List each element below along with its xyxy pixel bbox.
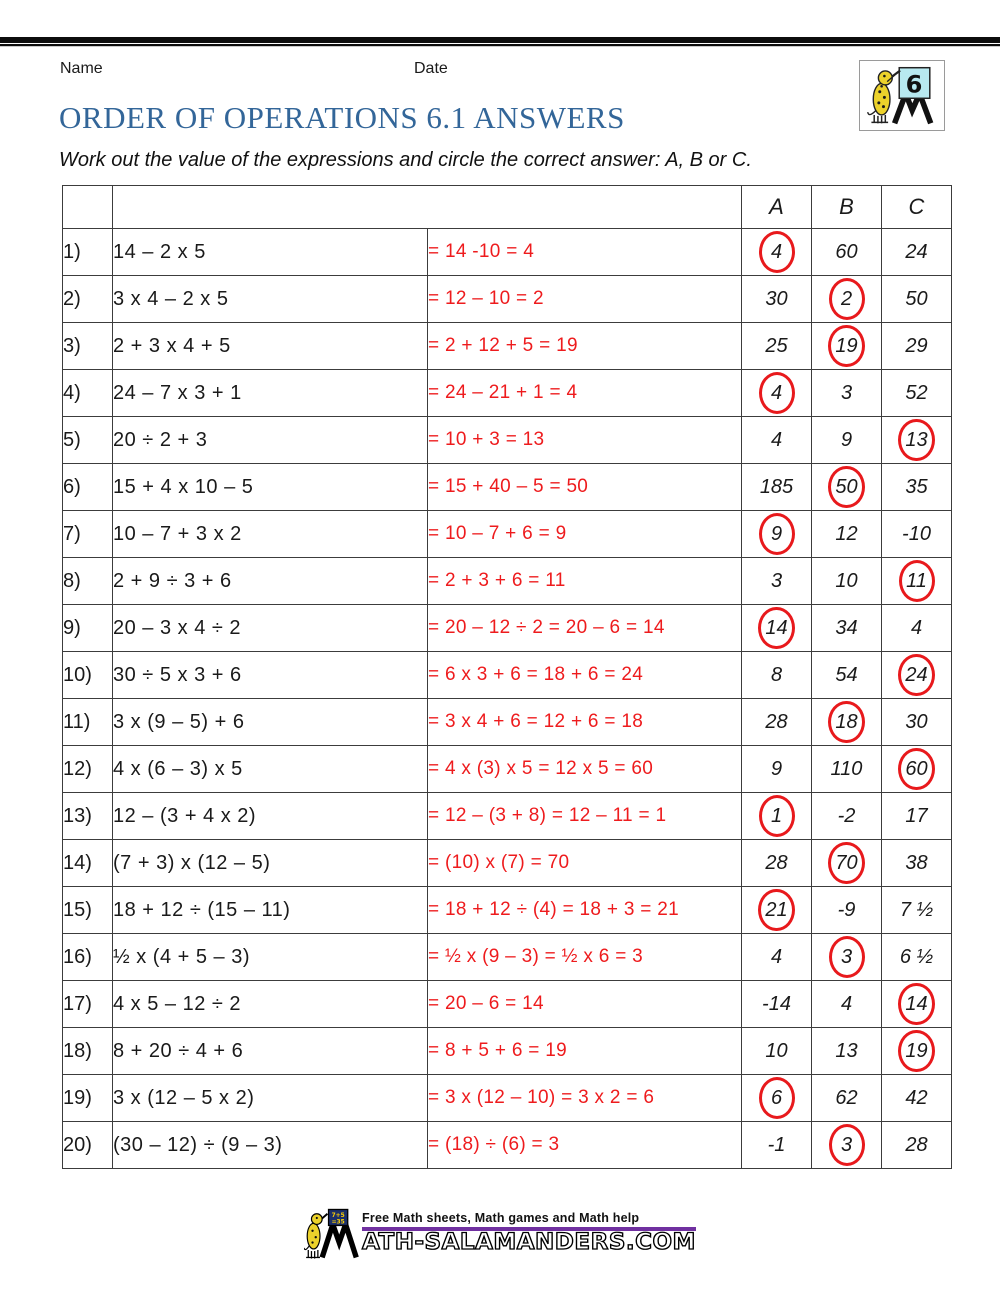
- footer-board-line2: =35: [331, 1219, 345, 1226]
- problem-solution: = 10 – 7 + 6 = 9: [428, 511, 742, 558]
- answer-a: [742, 699, 812, 746]
- table-row: [63, 746, 952, 793]
- answer-b-value: 60: [835, 240, 858, 263]
- answer-b: [812, 464, 882, 511]
- answer-a: [742, 652, 812, 699]
- answer-c: [882, 1122, 952, 1169]
- table-row: [63, 370, 952, 417]
- answer-a-value: 9: [770, 757, 783, 780]
- answer-a: [742, 840, 812, 887]
- answer-b-value: -2: [837, 804, 856, 827]
- answer-a-value: 28: [765, 710, 788, 733]
- problem-solution: = 3 x (12 – 10) = 3 x 2 = 6: [428, 1075, 742, 1122]
- answer-c-value: 13: [898, 419, 934, 461]
- answer-b-value: 19: [828, 325, 864, 367]
- table-row: [63, 605, 952, 652]
- answer-c: [882, 605, 952, 652]
- answer-b: [812, 793, 882, 840]
- salamander-icon: [868, 71, 895, 115]
- table-row: [63, 464, 952, 511]
- problem-solution: = 18 + 12 ÷ (4) = 18 + 3 = 21: [428, 887, 742, 934]
- table-header: [63, 186, 952, 229]
- salamander-grade-logo-art: [863, 64, 941, 127]
- footer-board-line1: 7+5: [331, 1212, 345, 1219]
- problem-number: 10): [63, 652, 113, 699]
- problem-expression: 15 + 4 x 10 – 5: [113, 464, 428, 511]
- answer-c-value: 6 ½: [899, 945, 934, 968]
- answer-a-value: 30: [765, 287, 788, 310]
- answer-c: [882, 699, 952, 746]
- problem-solution: = (10) x (7) = 70: [428, 840, 742, 887]
- answer-c-value: 52: [905, 381, 928, 404]
- table-row: [63, 323, 952, 370]
- problem-number: 15): [63, 887, 113, 934]
- answer-b: [812, 323, 882, 370]
- problem-solution: = 12 – (3 + 8) = 12 – 11 = 1: [428, 793, 742, 840]
- footer-brand: [0, 1205, 1000, 1261]
- answer-b: [812, 981, 882, 1028]
- answer-a-value: -14: [762, 992, 791, 1015]
- problem-solution: = 12 – 10 = 2: [428, 276, 742, 323]
- problem-expression: ½ x (4 + 5 – 3): [113, 934, 428, 981]
- answer-c-value: -10: [902, 522, 931, 545]
- answer-c-value: 4: [910, 616, 923, 639]
- answer-c: [882, 511, 952, 558]
- problem-solution: = 2 + 3 + 6 = 11: [428, 558, 742, 605]
- answer-b-value: 54: [835, 663, 858, 686]
- answer-b: [812, 652, 882, 699]
- answer-a: [742, 1122, 812, 1169]
- problem-number: 18): [63, 1028, 113, 1075]
- answer-c-value: 14: [898, 983, 934, 1025]
- answer-b-value: 62: [835, 1086, 858, 1109]
- problem-solution: = 20 – 6 = 14: [428, 981, 742, 1028]
- answer-a: [742, 746, 812, 793]
- answer-c: [882, 746, 952, 793]
- problems-table: [62, 185, 952, 1169]
- table-row: [63, 793, 952, 840]
- problem-number: 13): [63, 793, 113, 840]
- table-row: [63, 1075, 952, 1122]
- answer-a: [742, 981, 812, 1028]
- instruction-text: Work out the value of the expressions and circle the correct answer: A, B or C.: [59, 149, 752, 171]
- answer-c: [882, 558, 952, 605]
- answer-b: [812, 605, 882, 652]
- problem-number: 1): [63, 229, 113, 276]
- answer-a-value: 4: [759, 231, 795, 273]
- answer-b-value: 110: [830, 757, 863, 780]
- answer-b: [812, 370, 882, 417]
- problem-number: 4): [63, 370, 113, 417]
- problem-solution: = 14 -10 = 4: [428, 229, 742, 276]
- problem-expression: 18 + 12 ÷ (15 – 11): [113, 887, 428, 934]
- answer-a: [742, 1075, 812, 1122]
- problem-expression: 2 + 9 ÷ 3 + 6: [113, 558, 428, 605]
- problem-number: 8): [63, 558, 113, 605]
- table-row: [63, 558, 952, 605]
- problem-solution: = 20 – 12 ÷ 2 = 20 – 6 = 14: [428, 605, 742, 652]
- footer-text-block: [362, 1205, 696, 1256]
- answer-b-value: 50: [828, 466, 864, 508]
- answer-a: [742, 417, 812, 464]
- footer-wordmark: ATH-SALAMANDERS.COM: [362, 1230, 696, 1255]
- answer-a-value: 21: [758, 889, 794, 931]
- table-row: [63, 511, 952, 558]
- grade-number: 6: [905, 70, 923, 99]
- footer-salamander-logo: [304, 1207, 368, 1261]
- answer-c-value: 28: [905, 1133, 928, 1156]
- answer-b: [812, 934, 882, 981]
- answer-c-value: 38: [905, 851, 928, 874]
- table-row: [63, 840, 952, 887]
- problem-number: 3): [63, 323, 113, 370]
- answer-c: [882, 887, 952, 934]
- table-row: [63, 276, 952, 323]
- answer-c: [882, 276, 952, 323]
- problem-number: 19): [63, 1075, 113, 1122]
- problem-solution: = 8 + 5 + 6 = 19: [428, 1028, 742, 1075]
- answer-a-value: 14: [758, 607, 794, 649]
- answer-a: [742, 605, 812, 652]
- answer-a-value: 4: [770, 945, 783, 968]
- problem-number: 9): [63, 605, 113, 652]
- answer-c: [882, 793, 952, 840]
- problem-expression: 12 – (3 + 4 x 2): [113, 793, 428, 840]
- answer-c: [882, 464, 952, 511]
- answer-a: [742, 370, 812, 417]
- problem-number: 5): [63, 417, 113, 464]
- answer-b: [812, 511, 882, 558]
- answer-b-value: 10: [835, 569, 858, 592]
- problem-number: 14): [63, 840, 113, 887]
- footer-salamander-feet: [306, 1250, 320, 1259]
- problem-number: 17): [63, 981, 113, 1028]
- table-row: [63, 699, 952, 746]
- problem-solution: = 2 + 12 + 5 = 19: [428, 323, 742, 370]
- answer-a-value: 9: [759, 513, 795, 555]
- answer-a-value: 4: [770, 428, 783, 451]
- problem-solution: = 4 x (3) x 5 = 12 x 5 = 60: [428, 746, 742, 793]
- table-row: [63, 417, 952, 464]
- problem-expression: 20 ÷ 2 + 3: [113, 417, 428, 464]
- problem-expression: 8 + 20 ÷ 4 + 6: [113, 1028, 428, 1075]
- answer-b-value: 12: [835, 522, 858, 545]
- problem-expression: 4 x 5 – 12 ÷ 2: [113, 981, 428, 1028]
- answer-a-value: 185: [759, 475, 794, 498]
- answer-c: [882, 934, 952, 981]
- problem-solution: = (18) ÷ (6) = 3: [428, 1122, 742, 1169]
- problem-number: 7): [63, 511, 113, 558]
- answer-c-value: 42: [905, 1086, 928, 1109]
- column-header-b: B: [812, 186, 882, 229]
- name-label: Name: [60, 60, 103, 77]
- answer-a: [742, 934, 812, 981]
- answer-a-value: 4: [759, 372, 795, 414]
- header-row: [63, 186, 952, 229]
- answer-a: [742, 558, 812, 605]
- problem-number: 20): [63, 1122, 113, 1169]
- answer-b-value: -9: [837, 898, 856, 921]
- table-row: [63, 652, 952, 699]
- answer-b: [812, 276, 882, 323]
- answer-c-value: 24: [905, 240, 928, 263]
- answer-a: [742, 323, 812, 370]
- problem-expression: (30 – 12) ÷ (9 – 3): [113, 1122, 428, 1169]
- problem-solution: = ½ x (9 – 3) = ½ x 6 = 3: [428, 934, 742, 981]
- answer-a: [742, 229, 812, 276]
- answer-b-value: 34: [835, 616, 858, 639]
- problem-expression: 20 – 3 x 4 ÷ 2: [113, 605, 428, 652]
- answer-b: [812, 840, 882, 887]
- problem-solution: = 15 + 40 – 5 = 50: [428, 464, 742, 511]
- problem-expression: 24 – 7 x 3 + 1: [113, 370, 428, 417]
- answer-b: [812, 746, 882, 793]
- answer-c-value: 7 ½: [899, 898, 934, 921]
- answer-c: [882, 981, 952, 1028]
- problem-expression: (7 + 3) x (12 – 5): [113, 840, 428, 887]
- problem-number: 2): [63, 276, 113, 323]
- answer-a: [742, 511, 812, 558]
- problem-number: 12): [63, 746, 113, 793]
- problem-number: 6): [63, 464, 113, 511]
- answer-b: [812, 887, 882, 934]
- problem-expression: 30 ÷ 5 x 3 + 6: [113, 652, 428, 699]
- problem-expression: 2 + 3 x 4 + 5: [113, 323, 428, 370]
- footer-easel-m-shape: [322, 1224, 356, 1257]
- table-row: [63, 887, 952, 934]
- answer-a-value: 8: [770, 663, 783, 686]
- answer-b-value: 4: [840, 992, 853, 1015]
- problem-expression: 3 x 4 – 2 x 5: [113, 276, 428, 323]
- answer-b: [812, 699, 882, 746]
- header-number-cell: [63, 186, 113, 229]
- answer-a: [742, 464, 812, 511]
- table-row: [63, 229, 952, 276]
- problem-number: 16): [63, 934, 113, 981]
- date-label: Date: [414, 60, 448, 77]
- answer-b-value: 3: [840, 381, 853, 404]
- problem-expression: 3 x (9 – 5) + 6: [113, 699, 428, 746]
- problems-body: [63, 229, 952, 1169]
- answer-c-value: 24: [898, 654, 934, 696]
- answer-b: [812, 1075, 882, 1122]
- answer-c: [882, 417, 952, 464]
- table-row: [63, 1028, 952, 1075]
- answer-b: [812, 558, 882, 605]
- answer-b-value: 70: [828, 842, 864, 884]
- answer-b-value: 2: [829, 278, 865, 320]
- answer-c: [882, 1028, 952, 1075]
- answer-b-value: 13: [835, 1039, 858, 1062]
- answer-b-value: 9: [840, 428, 853, 451]
- table-row: [63, 981, 952, 1028]
- answer-b-value: 3: [829, 1124, 865, 1166]
- answer-c-value: 17: [905, 804, 928, 827]
- answer-a: [742, 276, 812, 323]
- answer-b: [812, 1122, 882, 1169]
- answer-a-value: 1: [759, 795, 795, 837]
- salamander-grade-logo: [859, 60, 945, 131]
- answer-c: [882, 652, 952, 699]
- answer-a-value: -1: [767, 1133, 786, 1156]
- page-title: ORDER OF OPERATIONS 6.1 ANSWERS: [59, 100, 625, 135]
- problem-solution: = 6 x 3 + 6 = 18 + 6 = 24: [428, 652, 742, 699]
- answer-c-value: 29: [905, 334, 928, 357]
- answer-c-value: 19: [898, 1030, 934, 1072]
- problem-expression: 14 – 2 x 5: [113, 229, 428, 276]
- problem-expression: 3 x (12 – 5 x 2): [113, 1075, 428, 1122]
- answer-c: [882, 229, 952, 276]
- answer-c-value: 35: [905, 475, 928, 498]
- problem-solution: = 3 x 4 + 6 = 12 + 6 = 18: [428, 699, 742, 746]
- answer-b-value: 3: [829, 936, 865, 978]
- answer-c: [882, 1075, 952, 1122]
- answer-a-value: 28: [765, 851, 788, 874]
- answer-c: [882, 840, 952, 887]
- answer-a-value: 25: [765, 334, 788, 357]
- header-expression-cell: [113, 186, 742, 229]
- answer-a: [742, 793, 812, 840]
- answer-b: [812, 229, 882, 276]
- table-row: [63, 934, 952, 981]
- footer-tagline: Free Math sheets, Math games and Math help: [362, 1211, 640, 1225]
- answer-b: [812, 1028, 882, 1075]
- answer-a-value: 3: [770, 569, 783, 592]
- column-header-a: A: [742, 186, 812, 229]
- top-rule-bar: [0, 37, 1000, 47]
- answer-c-value: 30: [905, 710, 928, 733]
- column-header-c: C: [882, 186, 952, 229]
- answer-b-value: 18: [828, 701, 864, 743]
- answer-c: [882, 323, 952, 370]
- answer-a-value: 6: [759, 1077, 795, 1119]
- table-row: [63, 1122, 952, 1169]
- problem-number: 11): [63, 699, 113, 746]
- answer-c-value: 50: [905, 287, 928, 310]
- answer-c-value: 11: [899, 560, 935, 602]
- answer-c: [882, 370, 952, 417]
- answer-c-value: 60: [898, 748, 934, 790]
- answer-b: [812, 417, 882, 464]
- answer-a-value: 10: [765, 1039, 788, 1062]
- salamander-feet: [871, 115, 888, 123]
- problem-expression: 10 – 7 + 3 x 2: [113, 511, 428, 558]
- answer-a: [742, 1028, 812, 1075]
- top-rule-gray: [0, 46, 1000, 47]
- problem-solution: = 24 – 21 + 1 = 4: [428, 370, 742, 417]
- answer-a: [742, 887, 812, 934]
- problem-solution: = 10 + 3 = 13: [428, 417, 742, 464]
- problem-expression: 4 x (6 – 3) x 5: [113, 746, 428, 793]
